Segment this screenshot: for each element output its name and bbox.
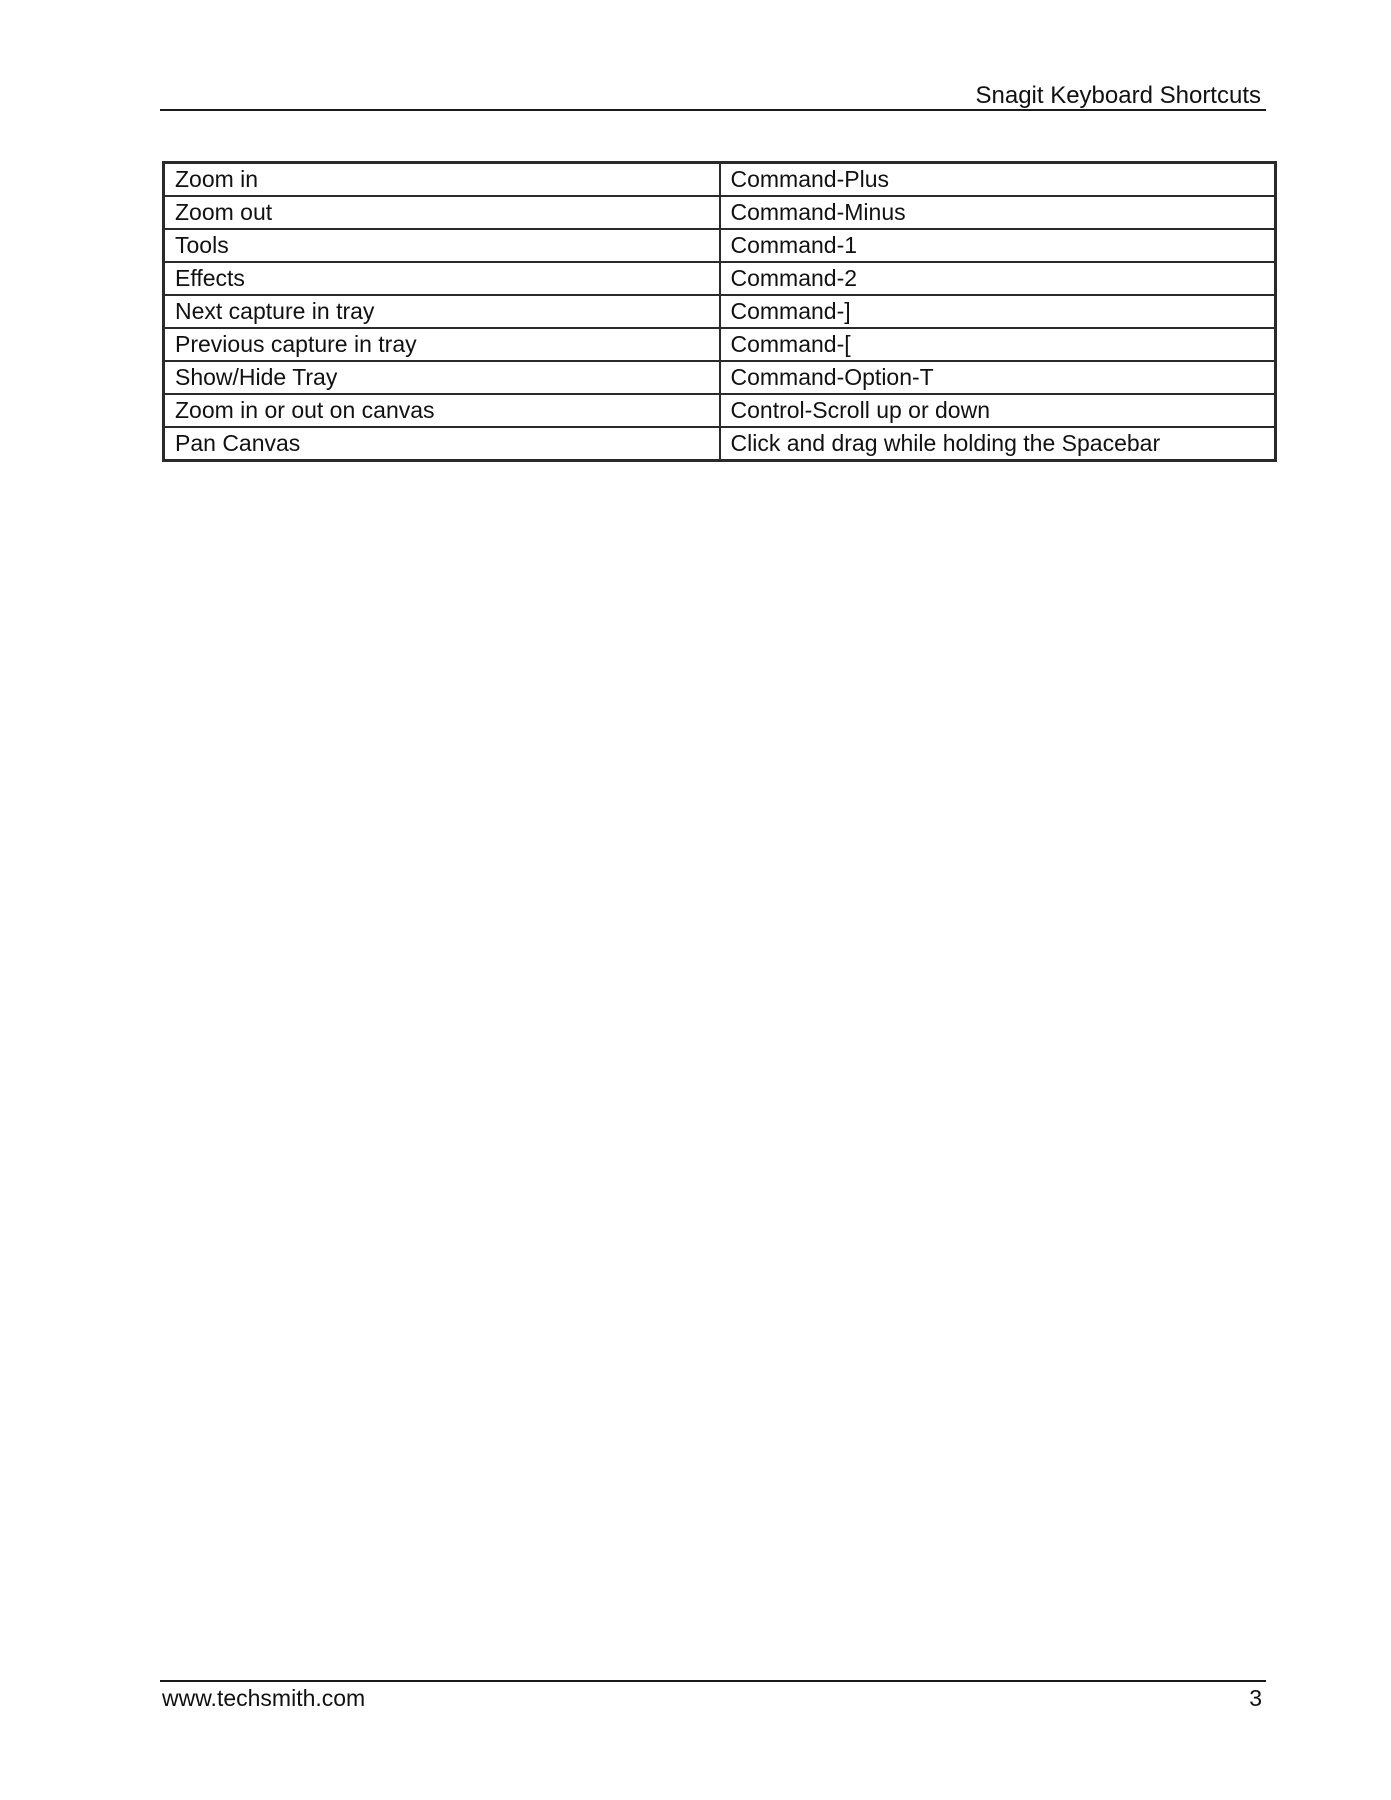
shortcut-action: Zoom out — [164, 196, 720, 229]
shortcut-keys: Command-] — [720, 295, 1276, 328]
table-row — [164, 427, 1276, 461]
table-row — [164, 361, 1276, 394]
shortcut-keys: Command-1 — [720, 229, 1276, 262]
table-row — [164, 229, 1276, 262]
shortcut-keys: Command-2 — [720, 262, 1276, 295]
shortcut-action: Show/Hide Tray — [164, 361, 720, 394]
shortcut-action: Next capture in tray — [164, 295, 720, 328]
shortcut-action: Pan Canvas — [164, 427, 720, 461]
shortcut-keys: Command-[ — [720, 328, 1276, 361]
shortcut-action: Zoom in — [164, 163, 720, 197]
table-row — [164, 196, 1276, 229]
shortcut-keys: Command-Minus — [720, 196, 1276, 229]
header-divider — [160, 109, 1266, 111]
table-row — [164, 163, 1276, 197]
page-header-title: Snagit Keyboard Shortcuts — [975, 82, 1261, 109]
table-row — [164, 394, 1276, 427]
shortcut-keys: Control-Scroll up or down — [720, 394, 1276, 427]
footer-divider — [160, 1680, 1266, 1682]
shortcut-action: Tools — [164, 229, 720, 262]
table-row — [164, 328, 1276, 361]
footer-url: www.techsmith.com — [162, 1685, 366, 1711]
shortcut-action: Effects — [164, 262, 720, 295]
shortcut-keys: Command-Plus — [720, 163, 1276, 197]
table-row — [164, 295, 1276, 328]
shortcut-keys: Click and drag while holding the Spacebar — [720, 427, 1276, 461]
shortcut-keys: Command-Option-T — [720, 361, 1276, 394]
shortcuts-table — [162, 161, 1277, 462]
table-row — [164, 262, 1276, 295]
page-number: 3 — [1249, 1685, 1262, 1711]
shortcut-action: Previous capture in tray — [164, 328, 720, 361]
shortcut-action: Zoom in or out on canvas — [164, 394, 720, 427]
